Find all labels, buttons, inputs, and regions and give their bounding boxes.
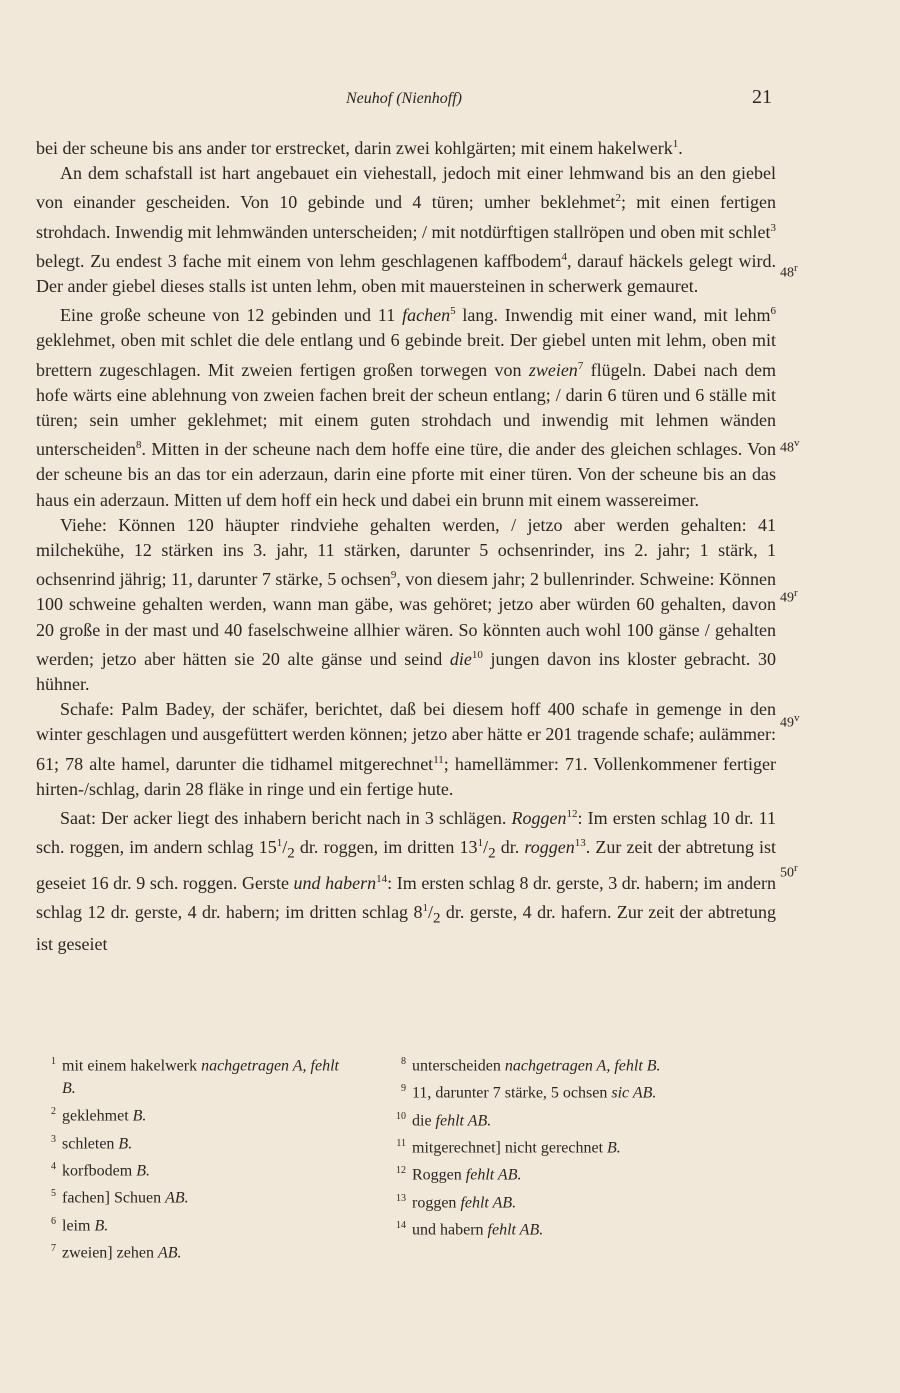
footnote: $^{14}$ und habern fehlt AB. [396, 1219, 544, 1239]
footnote: $^2$ geklehmet B. [51, 1106, 147, 1125]
page-number: 21 [752, 86, 772, 108]
folio-note: 49$^r$ [780, 587, 798, 606]
body-paragraph: Schafe: Palm Badey, der schäfer, berichtet, daß bei diesem hoff 400 schafe in gemenge in den winter geschlagen und ausgefüttert werden können; jetzo aber hätte er 201 tragende schafe; aulämmer: 61; 78 alte hamel, darunter die tidhamel mitgerechnet$^{11}$; hamellämmer: 71. Vollenkommener fertiger hirten-/schlag, darin 28 fläke in ringe und ein fertige hute. [36, 699, 776, 799]
footnote: $^7$ zweien] zehen AB. [51, 1242, 182, 1262]
footnotes-left-column [36, 1050, 356, 1264]
footnotes-right-column [386, 1050, 776, 1241]
footnote: $^{10}$ die fehlt AB. [396, 1110, 492, 1129]
footnote: $^{12}$ Roggen fehlt AB. [396, 1165, 522, 1184]
footnote: $^8$ unterscheiden nachgetragen A, fehlt B. [401, 1056, 661, 1075]
folio-note: 50$^r$ [780, 862, 798, 881]
body-paragraph: An dem schafstall ist hart angebauet ein viehestall, jedoch mit einer lehmwand bis an den giebel von einander gescheiden. Von 10 gebinde und 4 türen; umher beklehmet$^2$; mit einen fertigen strohdach. Inwendig mit lehmwänden unterscheiden; / mit notdürftigen stallröpen und oben mit schlet$^3$ belegt. Zu endest 3 fache mit einem von lehm geschlagenen kaffbodem$^4$, darauf häckels gelegt wird. Der ander giebel dieses stalls ist unten lehm, oben mit mauersteinen in scherwerk gemauret. [36, 163, 777, 297]
body-paragraph: Saat: Der acker liegt des inhabern bericht nach in 3 schlägen. Roggen$^{12}$: Im ersten schlag 10 dr. 11 sch. roggen, im andern schlag $15^1/_2$ dr. roggen, im dritten $13^1/_2$ dr. roggen$^{13}$. Zur zeit der abtretung ist geseiet 16 dr. 9 sch. roggen. Gerste und habern$^{14}$: Im ersten schlag 8 dr. gerste, 3 dr. habern; im andern schlag 12 dr. gerste, 4 dr. habern; im dritten schlag $8^1/_2$ dr. gerste, 4 dr. hafern. Zur zeit der abtretung ist geseiet [36, 808, 777, 955]
folio-note: 48$^v$ [780, 437, 800, 456]
footnote: $^5$ fachen] Schuen AB. [51, 1188, 189, 1207]
running-head: Neuhof (Nienhoff) [346, 90, 462, 107]
footnote: $^1$ mit einem hakelwerk nachgetragen A, fehlt B. [51, 1056, 339, 1098]
body-paragraph: Eine große scheune von 12 gebinden und 11 fachen$^5$ lang. Inwendig mit einer wand, mit lehm$^6$ geklehmet, oben mit schlet die dele entlang und 6 gebinde breit. Der giebel unten mit lehm, oben mit brettern zugeschlagen. Mit zweien fertigen großen torwegen von zweien$^7$ flügeln. Dabei nach dem hofe wärts eine ablehnung von zweien fachen breit der scheun entlang; / darin 6 türen und 6 ställe mit türen; sein umher geklehmet; mit einem guten strohdach und inwendig mit lehmen wänden unterscheiden$^8$. Mitten in der scheune nach dem hoffe eine türe, die ander des gleichen schlages. Von der scheune bis an das tor ein aderzaun, darin eine pforte mit einer türen. Von der scheune bis an das haus ein aderzaun. Mitten uf dem hoff ein heck und dabei ein brunn mit einem wassereimer. [36, 305, 776, 510]
footnote: $^3$ schleten B. [51, 1133, 133, 1152]
folio-note: 49$^v$ [780, 712, 800, 731]
footnote: $^{13}$ roggen fehlt AB. [396, 1192, 517, 1211]
body-paragraph: Viehe: Können 120 häupter rindviehe gehalten werden, / jetzo aber werden gehalten: 41 milchekühe, 12 stärken ins 3. jahr, 11 stärken, darunter 5 ochsenrinder, ins 2. jahr; 1 stärk, 1 ochsenrind jährig; 11, darunter 7 stärke, 5 ochsen$^9$, von diesem jahr; 2 bullenrinder. Schweine: Können 100 schweine gehalten werden, wann man gäbe, was gehöret; jetzo aber würden 60 gehalten, davon 20 große in der mast und 40 faselschweine allhier wären. So könnten auch wohl 100 gänse / gehalten werden; jetzo aber hätten sie 20 alte gänse und seind die$^{10}$ jungen davon ins kloster gebracht. 30 hühner. [36, 514, 776, 695]
footnote: $^9$ 11, darunter 7 stärke, 5 ochsen sic AB. [401, 1083, 657, 1102]
folio-note: 48$^r$ [780, 262, 798, 281]
footnote: $^4$ korfbodem B. [51, 1160, 150, 1180]
page-header [36, 86, 772, 114]
main-text [36, 132, 776, 957]
footnote: $^6$ leim B. [51, 1215, 109, 1234]
footnote: $^{11}$ mitgerechnet] nicht gerechnet B. [396, 1137, 621, 1157]
body-paragraph: bei der scheune bis ans ander tor erstrecket, darin zwei kohlgärten; mit einem hakelwerk$^1$. [36, 138, 683, 158]
